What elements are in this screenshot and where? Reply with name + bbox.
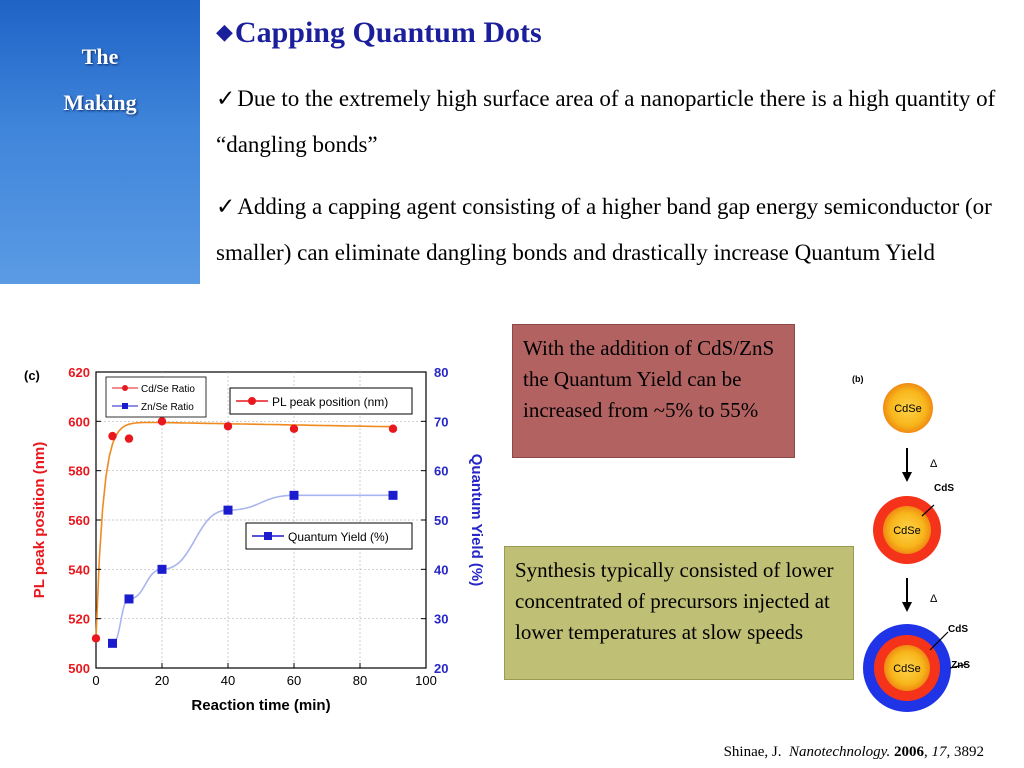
y-tick-label: 500 bbox=[68, 661, 90, 676]
pl-data-point bbox=[158, 417, 166, 425]
bullet-text: Adding a capping agent consisting of a higher band gap energy semiconductor (or smaller) can eliminate dangling bonds and drastically increase Quantum Yield bbox=[216, 194, 992, 265]
y2-tick-label: 20 bbox=[434, 661, 449, 676]
quantum-yield-callout: With the addition of CdS/ZnS the Quantum Yield can be increased from ~5% to 55% bbox=[512, 324, 795, 458]
pl-data-point bbox=[290, 425, 298, 433]
qy-data-point bbox=[125, 594, 134, 603]
x-tick-label: 100 bbox=[415, 673, 437, 688]
qy-data-point bbox=[290, 491, 299, 500]
legend-znse-label: Zn/Se Ratio bbox=[141, 402, 194, 413]
citation-year: 2006 bbox=[894, 744, 924, 760]
pl-data-point bbox=[125, 434, 133, 442]
citation: Shinae, J. Nanotechnology. 2006, 17, 3892 bbox=[723, 744, 984, 760]
legend-cdse-label: Cd/Se Ratio bbox=[141, 384, 195, 395]
qy-data-point bbox=[389, 491, 398, 500]
y-axis-title: PL peak position (nm) bbox=[31, 441, 48, 599]
synthesis-callout: Synthesis typically consisted of lower concentrated of precursors injected at lower temperatures at slow speeds bbox=[504, 546, 854, 680]
qd-cds-label-3: CdS bbox=[948, 624, 968, 635]
legend-qy-marker bbox=[264, 532, 272, 540]
pl-qy-chart bbox=[20, 360, 490, 720]
pl-data-point bbox=[224, 422, 232, 430]
y-tick-label: 620 bbox=[68, 365, 90, 380]
qd-zns-label-3: ZnS bbox=[951, 660, 970, 671]
pl-data-point bbox=[92, 634, 100, 642]
y2-tick-label: 40 bbox=[434, 562, 449, 578]
arrow-head-2-icon bbox=[902, 602, 912, 612]
x-axis-title: Reaction time (min) bbox=[191, 697, 331, 714]
qy-data-point bbox=[158, 565, 167, 574]
y-tick-label: 540 bbox=[68, 562, 90, 578]
y2-tick-label: 50 bbox=[434, 513, 449, 528]
y2-tick-label: 70 bbox=[434, 414, 449, 430]
legend-pl-label: PL peak position (nm) bbox=[272, 395, 389, 409]
arrow-head-1-icon bbox=[902, 472, 912, 482]
y-tick-label: 600 bbox=[68, 414, 90, 430]
legend-cdse-marker bbox=[122, 385, 128, 391]
pl-data-point bbox=[108, 432, 116, 440]
citation-volume: 17 bbox=[931, 744, 947, 760]
x-tick-label: 40 bbox=[220, 673, 236, 688]
citation-page: , 3892 bbox=[946, 744, 984, 760]
qy-data-point bbox=[224, 506, 233, 515]
y2-axis-title: Quantum Yield (%) bbox=[468, 453, 485, 587]
bullet-text: Due to the extremely high surface area of a nanoparticle there is a high quantity of “dangling bonds” bbox=[216, 86, 996, 157]
checkmark-icon: ✓ bbox=[216, 194, 236, 219]
qd-cds-label-2: CdS bbox=[934, 483, 954, 494]
y2-tick-label: 30 bbox=[434, 611, 449, 627]
x-tick-label: 60 bbox=[286, 673, 302, 688]
x-tick-label: 80 bbox=[352, 673, 368, 688]
qd-core-label-1: CdSe bbox=[894, 403, 922, 415]
sidebar-title-line2: Making bbox=[63, 90, 137, 115]
slide-title: Capping Quantum Dots bbox=[234, 16, 542, 49]
y-tick-label: 580 bbox=[68, 463, 90, 479]
diamond-bullet-icon: ◆ bbox=[216, 19, 233, 44]
bullet-dangling-bonds bbox=[216, 76, 1006, 168]
y-tick-label: 560 bbox=[68, 513, 90, 528]
y2-tick-label: 60 bbox=[434, 463, 449, 479]
legend-znse-marker bbox=[122, 403, 128, 409]
legend-qy-label: Quantum Yield (%) bbox=[288, 530, 389, 544]
bullet-capping-agent bbox=[216, 184, 1006, 276]
sidebar-panel bbox=[0, 0, 200, 284]
delta-label-1: Δ bbox=[930, 458, 938, 470]
legend-pl-marker bbox=[248, 397, 256, 405]
qy-data-point bbox=[108, 639, 117, 648]
chart-panel-label: (c) bbox=[24, 368, 40, 383]
qd-core-label-2: CdSe bbox=[893, 525, 921, 537]
checkmark-icon: ✓ bbox=[216, 86, 236, 111]
pl-data-point bbox=[389, 425, 397, 433]
y2-tick-label: 80 bbox=[434, 365, 449, 380]
slide-heading bbox=[216, 16, 542, 50]
qd-panel-label: (b) bbox=[852, 374, 864, 384]
x-tick-label: 0 bbox=[92, 673, 100, 688]
quantum-dot-diagram bbox=[850, 370, 980, 720]
chart-svg bbox=[20, 360, 490, 720]
sidebar-title-line1: The bbox=[81, 44, 119, 69]
citation-journal: Nanotechnology. bbox=[789, 744, 891, 760]
delta-label-2: Δ bbox=[930, 593, 938, 605]
qd-core-label-3: CdSe bbox=[893, 663, 921, 675]
citation-author: Shinae, J. bbox=[723, 744, 782, 760]
x-tick-label: 20 bbox=[154, 673, 170, 688]
y-tick-label: 520 bbox=[68, 611, 90, 627]
qd-diagram-svg bbox=[850, 370, 980, 720]
